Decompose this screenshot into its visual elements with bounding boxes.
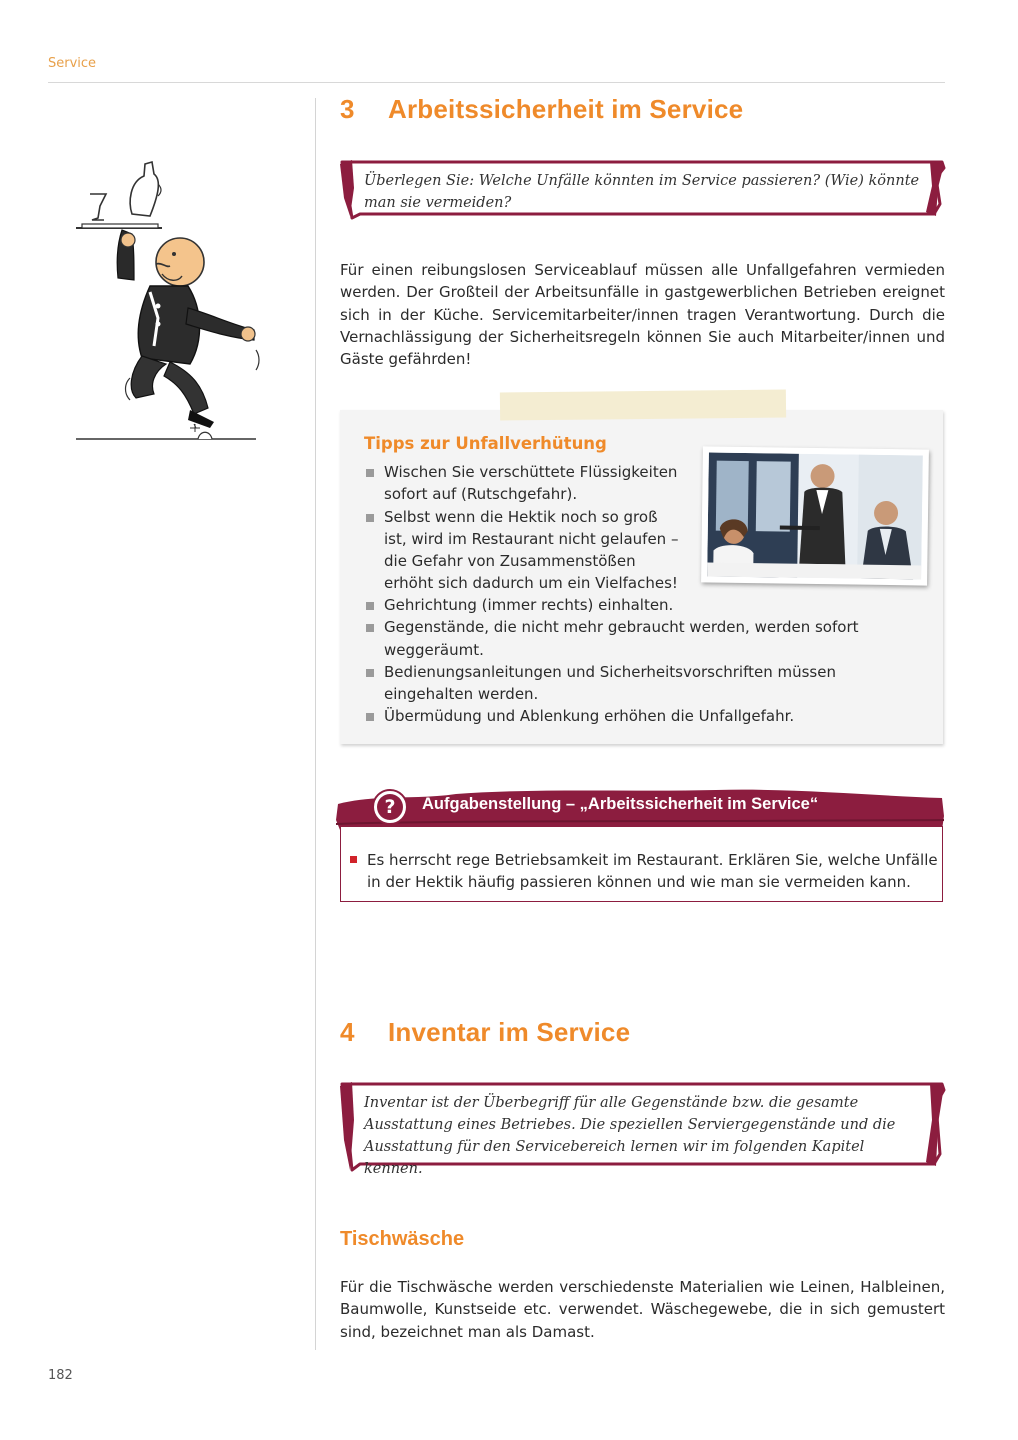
- header-divider: [48, 82, 945, 83]
- chapter-4-title: Inventar im Service: [388, 1017, 631, 1047]
- bullet-square: [366, 624, 374, 632]
- task-text: Es herrscht rege Betriebsamkeit im Restaurant. Erklären Sie, welche Unfälle in der Hektik häufig passieren können und wie man sie vermeiden kann.: [367, 851, 938, 892]
- tip-item: Bedienungsanleitungen und Sicherheitsvorschriften müssen eingehalten werden.: [364, 661, 922, 706]
- section-label: Service: [48, 56, 97, 71]
- tip-item: Gegenstände, die nicht mehr gebraucht werden, werden sofort weggeräumt.: [364, 616, 922, 661]
- tape-strip: [500, 390, 786, 421]
- page-number: 182: [48, 1368, 73, 1383]
- tip-item: Gehrichtung (immer rechts) einhalten.: [364, 594, 922, 616]
- tip-item: Übermüdung und Ablenkung erhöhen die Unfallgefahr.: [364, 705, 922, 727]
- chapter-3-number: 3: [340, 94, 355, 124]
- tips-list-narrow: [364, 461, 684, 595]
- bullet-square: [366, 713, 374, 721]
- chapter-3-heading: [340, 94, 743, 125]
- tischwaesche-heading: Tischwäsche: [340, 1228, 465, 1250]
- question-text: Überlegen Sie: Welche Unfälle könnten im Service passieren? (Wie) könnte man sie vermeiden?: [364, 173, 920, 211]
- definition-callout: [336, 1080, 948, 1177]
- tips-list-wide: [364, 594, 922, 728]
- bullet-square: [366, 514, 374, 522]
- waiter-illustration: [70, 158, 265, 448]
- bullet-square: [366, 602, 374, 610]
- restaurant-photo-image: [707, 453, 923, 580]
- chapter-4-number: 4: [340, 1017, 355, 1047]
- task-title: Aufgabenstellung – „Arbeitssicherheit im Service“: [422, 795, 819, 813]
- intro-paragraph: Für einen reibungslosen Serviceablauf müssen alle Unfallgefahren vermieden werden. Der Großteil der Arbeitsunfälle in gastgewerblichen Betrieben ereignet sich in der Küche. Servicemitarbeiter/innen tragen Verantwortung. Durch die Vernachlässigung der Sicherheitsregeln können Sie auch Mitarbeiter/innen und Gäste gefährden!: [340, 261, 945, 369]
- chapter-3-title: Arbeitssicherheit im Service: [388, 94, 744, 124]
- tip-item: Selbst wenn die Hektik noch so groß ist, wird im Restaurant nicht gelaufen – die Gefahr von Zusammenstößen erhöht sich dadurch um ein Vielfaches!: [364, 506, 684, 595]
- tips-title: Tipps zur Unfallverhütung: [364, 434, 607, 453]
- tischwaesche-paragraph: Für die Tischwäsche werden verschiedenste Materialien wie Leinen, Halbleinen, Baumwolle, Kunstseide etc. verwendet. Wäschegewebe, die in sich gemustert sind, bezeichnet man als Damast.: [340, 1278, 945, 1341]
- bullet-square: [366, 469, 374, 477]
- definition-text: Inventar ist der Überbegriff für alle Gegenstände bzw. die gesamte Ausstattung eines Betriebes. Die speziellen Serviergegenstände und die Ausstattung für den Servicebereich lernen wir im folgenden Kapitel kennen.: [364, 1095, 896, 1177]
- question-mark-icon: ?: [372, 789, 408, 825]
- tip-item: Wischen Sie verschüttete Flüssigkeiten sofort auf (Rutschgefahr).: [364, 461, 684, 506]
- restaurant-photo: [701, 446, 929, 585]
- task-bullet: [350, 856, 357, 863]
- question-callout: [336, 158, 948, 222]
- chapter-4-heading: [340, 1017, 630, 1048]
- column-divider: [315, 98, 316, 1350]
- bullet-square: [366, 669, 374, 677]
